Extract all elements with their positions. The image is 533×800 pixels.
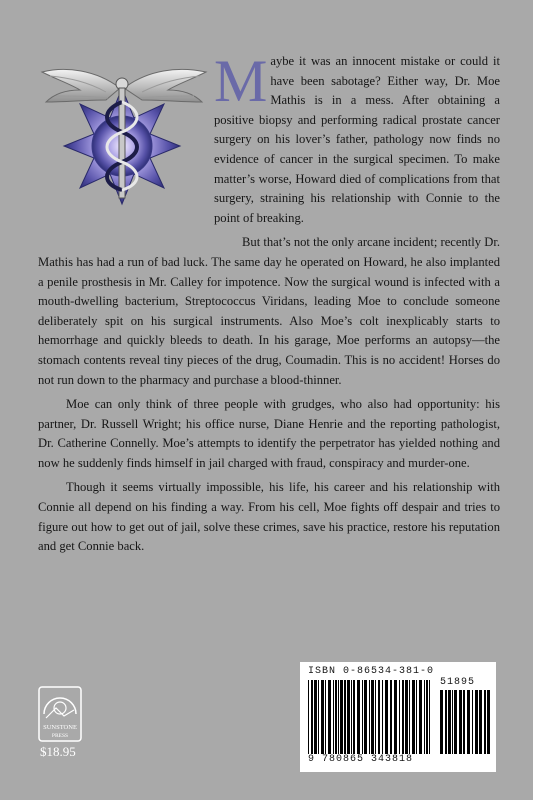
barcode-bar bbox=[347, 680, 350, 754]
barcode-bar bbox=[344, 680, 346, 754]
barcode-bar bbox=[353, 680, 355, 754]
barcode-bar bbox=[405, 680, 408, 754]
ean-number: 9 780865 343818 bbox=[308, 754, 414, 765]
barcode-bar bbox=[375, 680, 376, 754]
barcode-bar bbox=[318, 680, 319, 754]
ean-barcode-bars bbox=[308, 680, 432, 754]
barcode-bar bbox=[371, 680, 374, 754]
barcode-bar bbox=[454, 690, 457, 754]
barcode-bar bbox=[338, 680, 339, 754]
barcode-bar bbox=[333, 680, 334, 754]
barcode-bar bbox=[364, 680, 367, 754]
barcode-bar bbox=[440, 690, 443, 754]
isbn-barcode bbox=[300, 662, 496, 772]
back-cover-blurb bbox=[38, 48, 500, 562]
barcode-bar bbox=[335, 680, 337, 754]
barcode-bar bbox=[328, 680, 331, 754]
barcode-bar bbox=[399, 680, 400, 754]
barcode-bar bbox=[412, 680, 415, 754]
barcode-bar bbox=[340, 680, 343, 754]
barcode-bar bbox=[424, 680, 425, 754]
blurb-paragraph-2: But that’s not the only arcane incident; recently Dr. Mathis has had a run of bad luck. The same day he operated on Howard, he also implanted a penile prosthesis in Mr. Calley for impotence. Now the surgical wound is infected with a mouth-dwelling bacterium, Streptococcus Viridans, leading Moe to conclude someone deliberately spit on his surgical instruments. Also Moe’s colt inexplicably starts to hemorrhage and quickly bleeds to death. In his garage, Moe performs an autopsy—the stomach contents reveal tiny pieces of the drug, Coumadin. This is no accident! Horses do not run down to the pharmacy and purchase a blood-thinner. bbox=[38, 235, 500, 387]
barcode-bar bbox=[311, 680, 313, 754]
barcode-bar bbox=[325, 680, 326, 754]
barcode-bar bbox=[452, 690, 453, 754]
barcode-bar bbox=[378, 680, 380, 754]
barcode-bar bbox=[419, 680, 422, 754]
barcode-bar bbox=[463, 690, 465, 754]
sunstone-press-logo-icon bbox=[38, 686, 82, 742]
barcode-bar bbox=[445, 690, 447, 754]
blurb-paragraph-4: Though it seems virtually impossible, his life, his career and his relationship with Connie all depend on his finding a way. From his cell, Moe fights off despair and tries to figure out how to get out of jail, solve these crimes, save his practice, restore his reputation and get Connie back. bbox=[38, 480, 500, 554]
logo-line-2: PRESS bbox=[51, 733, 69, 739]
barcode-bar bbox=[382, 680, 383, 754]
drop-cap: M bbox=[214, 48, 268, 114]
barcode-bar bbox=[475, 690, 478, 754]
barcode-bar bbox=[467, 690, 470, 754]
blurb-paragraph-3: Moe can only think of three people with grudges, who also had opportunity: his partner, Dr. Russell Wright; his office nurse, Diane Henrie and the reporting pathologist, Dr. Catherine Connelly. Moe’s attempts to identify the perpetrator has yielded nothing and now he suddenly finds himself in jail charged with fraud, conspiracy and murder-one. bbox=[38, 397, 500, 470]
barcode-bar bbox=[448, 690, 451, 754]
addon-barcode-bars bbox=[440, 690, 490, 754]
barcode-bar bbox=[314, 680, 317, 754]
barcode-bar bbox=[487, 690, 490, 754]
barcode-bar bbox=[385, 680, 388, 754]
barcode-bar bbox=[426, 680, 428, 754]
barcode-bar bbox=[394, 680, 397, 754]
barcode-bar bbox=[390, 680, 392, 754]
barcode-bar bbox=[479, 690, 482, 754]
addon-number: 51895 bbox=[440, 677, 476, 688]
barcode-bar bbox=[357, 680, 360, 754]
barcode-bar bbox=[351, 680, 352, 754]
emblem-spacer bbox=[38, 52, 214, 248]
price-label: $18.95 bbox=[40, 744, 76, 759]
barcode-bar bbox=[402, 680, 404, 754]
blurb-paragraph-1-text: aybe it was an innocent mistake or could it have been sabotage? Either way, Dr. Moe Mathis is in a mess. After obtaining a positive biopsy and performing radical prostate cancer surgery on his lover’s father, pathology now finds no evidence of cancer in the surgical specimen. To make matter’s worse, Howard died of complications from that surgery, straining his relationship with Connie to the point of breaking. bbox=[214, 54, 500, 225]
barcode-bar bbox=[362, 680, 363, 754]
barcode-bar bbox=[429, 680, 430, 754]
barcode-bar bbox=[484, 690, 486, 754]
barcode-bar bbox=[459, 690, 462, 754]
barcode-bar bbox=[472, 690, 473, 754]
barcode-bar bbox=[416, 680, 417, 754]
barcode-bar bbox=[308, 680, 309, 754]
isbn-label: ISBN 0-86534-381-0 bbox=[308, 666, 435, 677]
logo-line-1: SUNSTONE bbox=[43, 724, 77, 731]
barcode-bar bbox=[409, 680, 410, 754]
barcode-bar bbox=[369, 680, 370, 754]
barcode-bar bbox=[321, 680, 324, 754]
